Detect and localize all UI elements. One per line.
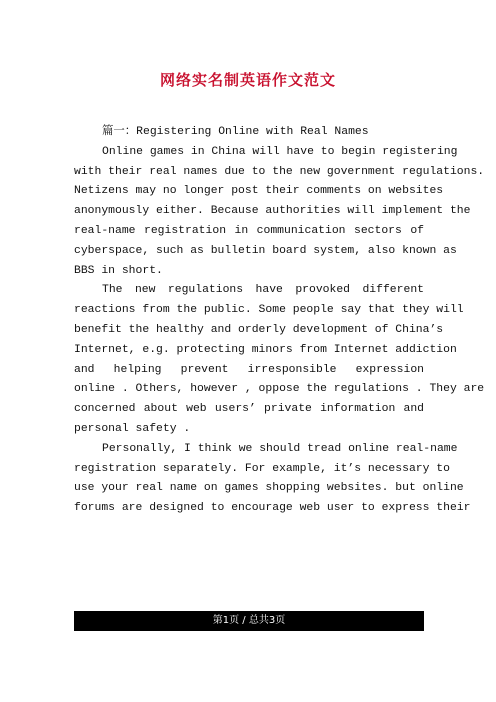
paragraph-2 <box>74 281 485 439</box>
section-heading: 篇一：Registering Online with Real Names <box>102 126 369 138</box>
document-body <box>74 123 485 519</box>
page-footer <box>74 611 424 631</box>
paragraph-3 <box>74 440 471 519</box>
page-number-label: 第1页 / 总共3页 <box>212 615 286 626</box>
paragraph-line: registration separately. For example, it’s necessary to <box>74 462 450 475</box>
paragraph-line: reactions from the public. Some people say that they will <box>74 304 464 317</box>
paragraph-line: with their real names due to the new government regulations. <box>74 165 485 178</box>
paragraph-line: The new regulations have provoked different <box>102 284 424 297</box>
paragraph-line: concerned about web users’ private information and <box>74 403 424 416</box>
paragraph-line: anonymously either. Because authorities will implement the <box>74 205 471 218</box>
paragraph-line: BBS in short. <box>74 264 163 277</box>
paragraph-line: benefit the healthy and orderly development of China’s <box>74 323 444 336</box>
paragraph-line: Online games in China will have to begin registering <box>102 145 458 158</box>
paragraph-line: Personally, I think we should tread online real-name <box>102 442 458 455</box>
paragraph-line: forums are designed to encourage web user to express their <box>74 502 471 515</box>
paragraph-line: Internet, e.g. protecting minors from Internet addiction <box>74 343 457 356</box>
paragraph-line: personal safety . <box>74 422 191 435</box>
paragraph-line: and helping prevent irresponsible expression <box>74 363 424 376</box>
paragraph-1 <box>74 143 485 282</box>
document-title: 网络实名制英语作文范文 <box>159 71 336 89</box>
paragraph-line: use your real name on games shopping websites. but online <box>74 482 464 495</box>
paragraph-line: cyberspace, such as bulletin board system, also known as <box>74 244 457 257</box>
paragraph-line: online . Others, however , oppose the regulations . They are <box>74 383 485 396</box>
paragraph-line: real-name registration in communication sectors of <box>74 224 424 237</box>
paragraph-line: Netizens may no longer post their comments on websites <box>74 185 444 198</box>
